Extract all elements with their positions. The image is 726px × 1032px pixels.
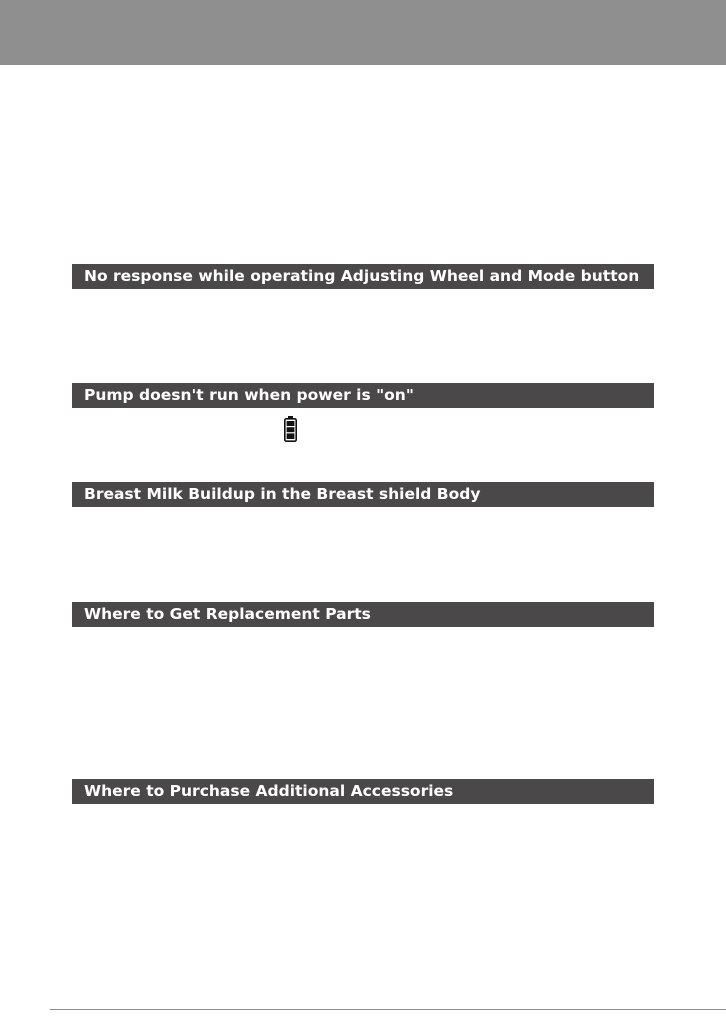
footer-divider — [50, 1009, 726, 1010]
section-header-additional-accessories: Where to Purchase Additional Accessories — [72, 779, 654, 804]
section-header-no-response: No response while operating Adjusting Wheel and Mode button — [72, 264, 654, 289]
section-header-pump-not-running: Pump doesn't run when power is "on" — [72, 383, 654, 408]
top-banner — [0, 0, 726, 65]
battery-icon — [284, 416, 297, 442]
section-header-milk-buildup: Breast Milk Buildup in the Breast shield Body — [72, 482, 654, 507]
section-header-replacement-parts: Where to Get Replacement Parts — [72, 602, 654, 627]
